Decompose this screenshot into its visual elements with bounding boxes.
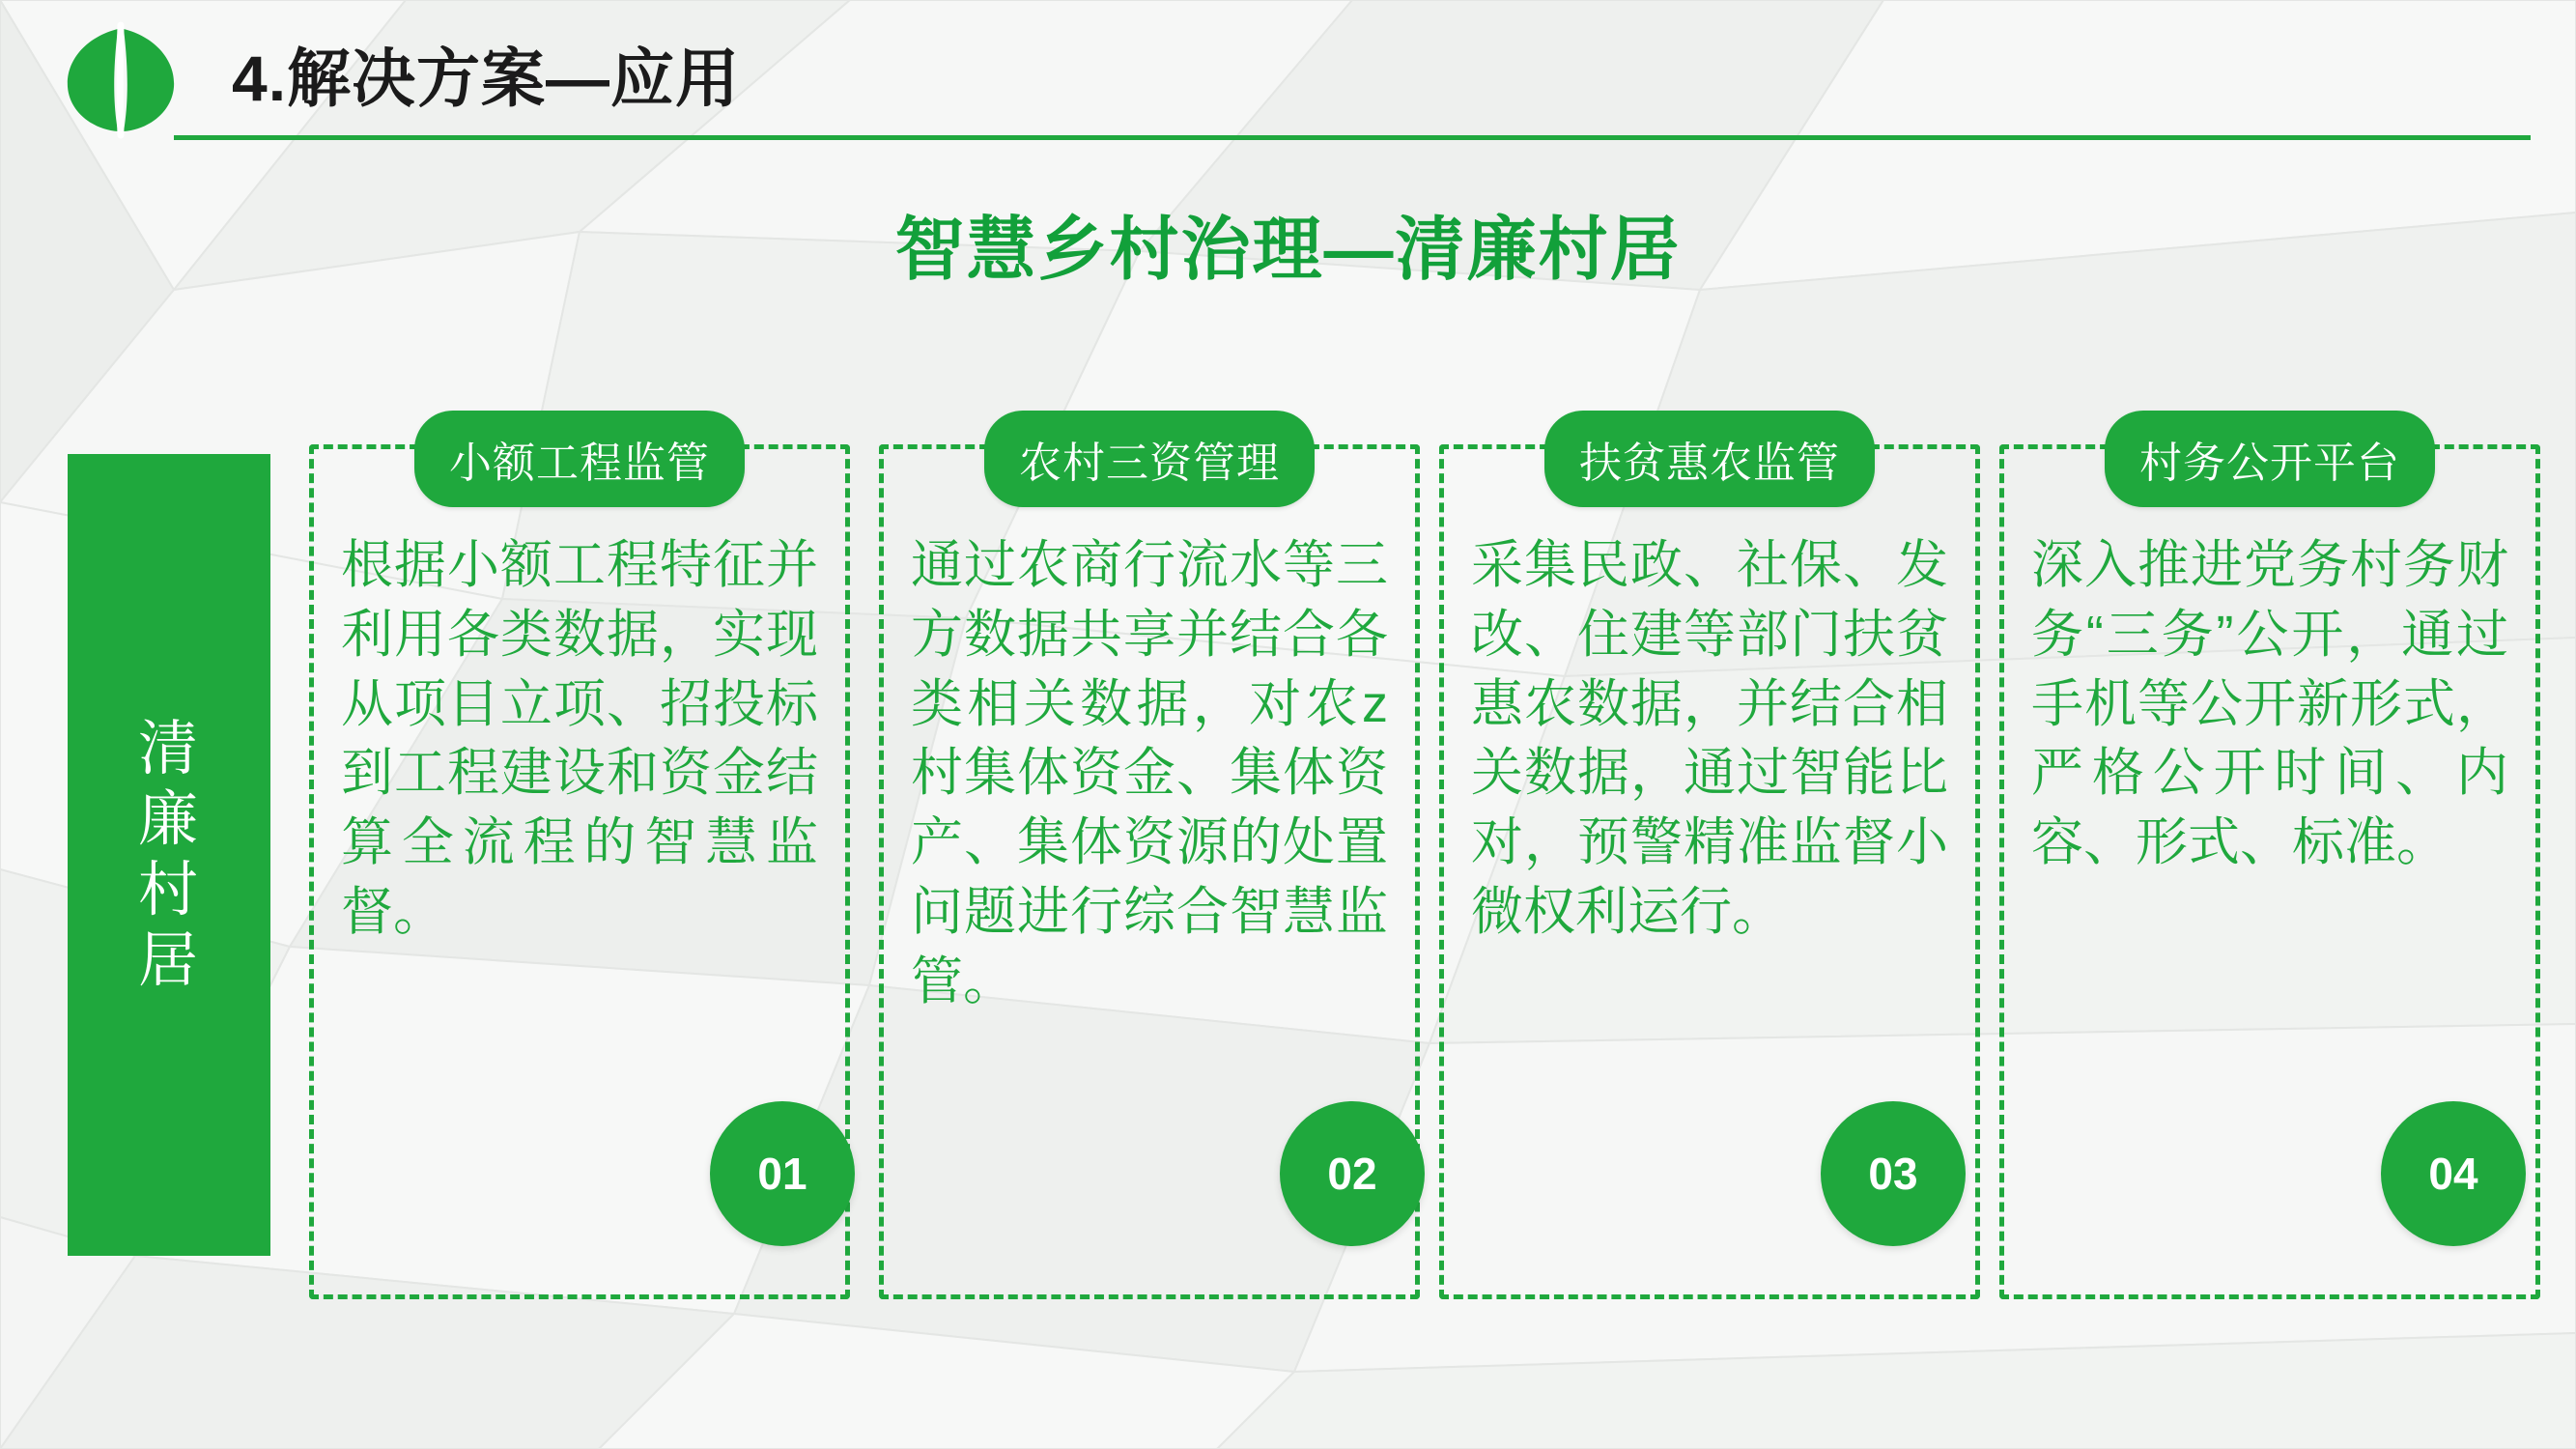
- column-3-chip: 扶贫惠农监管: [1544, 411, 1875, 507]
- leaf-logo-icon: [58, 19, 184, 140]
- column-2-number-badge: 02: [1280, 1101, 1425, 1246]
- column-3-body: 采集民政、社保、发改、住建等部门扶贫惠农数据，并结合相关数据，通过智能比对，预警精准监督小微权利运行。: [1471, 536, 1948, 942]
- column-1-chip: 小额工程监管: [414, 411, 745, 507]
- column-4-number-badge: 04: [2381, 1101, 2526, 1246]
- left-category-label-text: 清廉村居: [137, 715, 200, 995]
- column-1-body: 根据小额工程特征并利用各类数据，实现从项目立项、招投标到工程建设和资金结算全流程的智慧监督。: [341, 536, 818, 942]
- column-1-number-badge: 01: [710, 1101, 855, 1246]
- column-4-body: 深入推进党务村务财务“三务”公开，通过手机等公开新形式，严格公开时间、内容、形式、标准。: [2031, 536, 2508, 872]
- column-4-chip: 村务公开平台: [2105, 411, 2435, 507]
- page-title: 4.解决方案—应用: [232, 43, 741, 114]
- column-2-body: 通过农商行流水等三方数据共享并结合各类相关数据，对农z村集体资金、集体资产、集体资源的处置问题进行综合智慧监管。: [911, 536, 1388, 1010]
- slide-header: [0, 0, 2576, 159]
- column-2-chip: 农村三资管理: [984, 411, 1315, 507]
- left-category-label: [68, 454, 270, 1256]
- column-3-number-badge: 03: [1821, 1101, 1966, 1246]
- header-divider: [174, 135, 2531, 140]
- main-title: 智慧乡村治理—清廉村居: [894, 212, 1682, 289]
